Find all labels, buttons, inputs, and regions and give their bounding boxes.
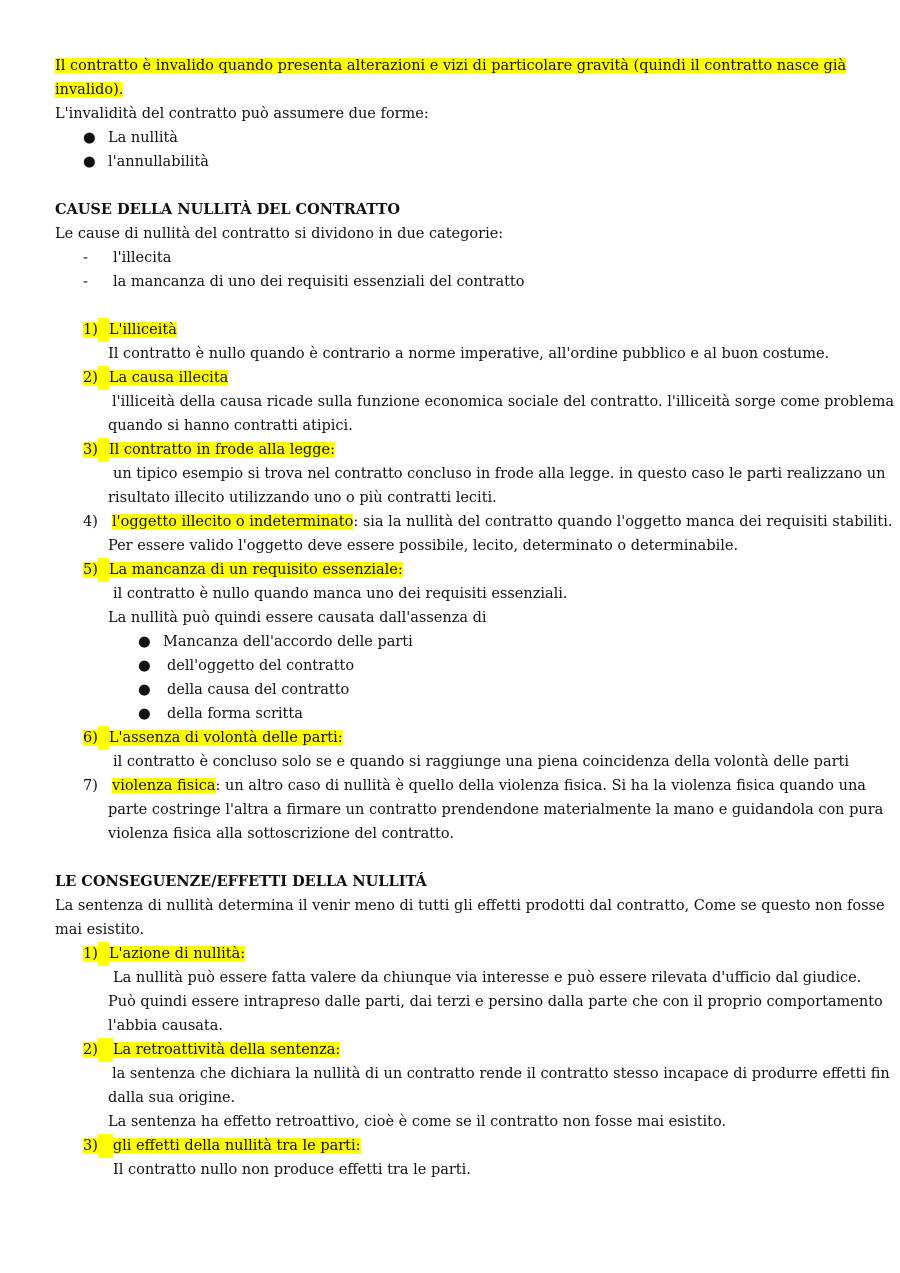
intro-paragraph-line: [55, 54, 846, 78]
list-item-title: L'azione di nullità:: [108, 946, 246, 962]
list-item-body: Per essere valido l'oggetto deve essere possibile, lecito, determinato o determinabile.: [108, 538, 739, 554]
list-item-body: l'illiceità della causa ricade sulla funzione economica sociale del contratto. l'illiceità sorge come problema: [112, 394, 894, 410]
list-item-title: violenza fisica: [112, 778, 216, 794]
intro-paragraph-line: [55, 78, 123, 102]
highlight: 2): [83, 1042, 98, 1058]
list-item-body: dalla sua origine.: [108, 1090, 236, 1106]
sub-list-item: Mancanza dell'accordo delle parti: [163, 634, 413, 650]
list-item-title-rest: : sia la nullità del contratto quando l'oggetto manca dei requisiti stabiliti.: [353, 514, 893, 530]
bullet-icon: ●: [83, 130, 96, 146]
list-item-number: [83, 1134, 361, 1158]
highlight: 5): [83, 562, 98, 578]
list-item-title: Il contratto in frode alla legge:: [108, 442, 335, 458]
list-item-body: La nullità può quindi essere causata dall'assenza di: [108, 610, 487, 626]
section-heading: CAUSE DELLA NULLITÀ DEL CONTRATTO: [55, 201, 400, 218]
list-item-title: gli effetti della nullità tra le parti:: [112, 1138, 361, 1154]
list-item-body: il contratto è concluso solo se e quando si raggiunge una piena coincidenza della volontà delle parti: [113, 754, 849, 770]
list-item-body: violenza fisica alla sottoscrizione del contratto.: [108, 826, 454, 842]
list-item-number: [83, 558, 403, 582]
list-item-title-rest: : un altro caso di nullità è quello della violenza fisica. Si ha la violenza fisica quando una: [215, 778, 866, 794]
list-item-number: [83, 942, 245, 966]
bullet-icon: ●: [83, 154, 96, 170]
dash-icon: -: [83, 250, 88, 266]
highlight: 2): [83, 370, 98, 386]
sub-list-item: della causa del contratto: [167, 682, 350, 698]
effetti-lead: La sentenza di nullità determina il venir meno di tutti gli effetti prodotti dal contratto, Come se questo non fosse: [55, 898, 885, 914]
list-item-title-line: [108, 774, 866, 798]
list-item-body: quando si hanno contratti atipici.: [108, 418, 353, 434]
form-item: l'annullabilità: [108, 154, 209, 170]
highlight: invalido).: [55, 82, 124, 98]
list-item-body: il contratto è nullo quando manca uno dei requisiti essenziali.: [113, 586, 568, 602]
list-item-body: parte costringe l'altra a firmare un contratto prendendone materialmente la mano e guidandola con pura: [108, 802, 884, 818]
list-item-number: [83, 438, 335, 462]
list-item-title: La retroattività della sentenza:: [112, 1042, 341, 1058]
highlight: 1): [83, 322, 98, 338]
list-item-title: l'oggetto illecito o indeterminato: [112, 514, 354, 530]
list-item-body: la sentenza che dichiara la nullità di un contratto rende il contratto stesso incapace di produrre effetti fin: [112, 1066, 890, 1082]
list-item-body: Il contratto nullo non produce effetti tra le parti.: [113, 1162, 471, 1178]
list-item-title: La causa illecita: [108, 370, 229, 386]
dash-icon: -: [83, 274, 88, 290]
list-item-title: La mancanza di un requisito essenziale:: [108, 562, 403, 578]
sub-list-item: della forma scritta: [167, 706, 303, 722]
highlight: Il contratto è invalido quando presenta alterazioni e vizi di particolare gravità (quindi il contratto nasce già: [55, 58, 847, 74]
bullet-icon: ●: [138, 706, 151, 722]
highlight: 1): [83, 946, 98, 962]
list-item-body: risultato illecito utilizzando uno o più contratti leciti.: [108, 490, 497, 506]
highlight: 6): [83, 730, 98, 746]
list-item-body: Il contratto è nullo quando è contrario a norme imperative, all'ordine pubblico e al buon costume.: [108, 346, 830, 362]
bullet-icon: ●: [138, 658, 151, 674]
list-item-body: La nullità può essere fatta valere da chiunque via interesse e può essere rilevata d'ufficio dal giudice.: [113, 970, 862, 986]
list-item-body: Può quindi essere intrapreso dalle parti, dai terzi e persino dalla parte che con il proprio comportamento: [108, 994, 883, 1010]
intro-forms-lead: L'invalidità del contratto può assumere due forme:: [55, 106, 429, 122]
list-item-title: L'assenza di volontà delle parti:: [108, 730, 343, 746]
list-item-title: L'illiceità: [108, 322, 177, 338]
bullet-icon: ●: [138, 682, 151, 698]
list-item-body: un tipico esempio si trova nel contratto concluso in frode alla legge. in questo caso le parti realizzano un: [113, 466, 886, 482]
list-item-body: l'abbia causata.: [108, 1018, 223, 1034]
list-item-number: [83, 318, 177, 342]
bullet-icon: ●: [138, 634, 151, 650]
list-item-number: 7): [83, 778, 98, 794]
list-item-number: [83, 726, 343, 750]
list-item-number: 4): [83, 514, 98, 530]
list-item-title-line: [108, 510, 892, 534]
sub-list-item: dell'oggetto del contratto: [167, 658, 355, 674]
list-item-number: [83, 1038, 340, 1062]
list-item-body: La sentenza ha effetto retroattivo, cioè è come se il contratto non fosse mai esistito.: [108, 1114, 727, 1130]
highlight: 3): [83, 1138, 98, 1154]
effetti-lead: mai esistito.: [55, 922, 145, 938]
highlight: 3): [83, 442, 98, 458]
category-item: la mancanza di uno dei requisiti essenziali del contratto: [113, 274, 525, 290]
form-item: La nullità: [108, 130, 178, 146]
list-item-number: [83, 366, 228, 390]
cause-lead: Le cause di nullità del contratto si dividono in due categorie:: [55, 226, 504, 242]
section-heading: LE CONSEGUENZE/EFFETTI DELLA NULLITÁ: [55, 873, 427, 890]
category-item: l'illecita: [113, 250, 172, 266]
